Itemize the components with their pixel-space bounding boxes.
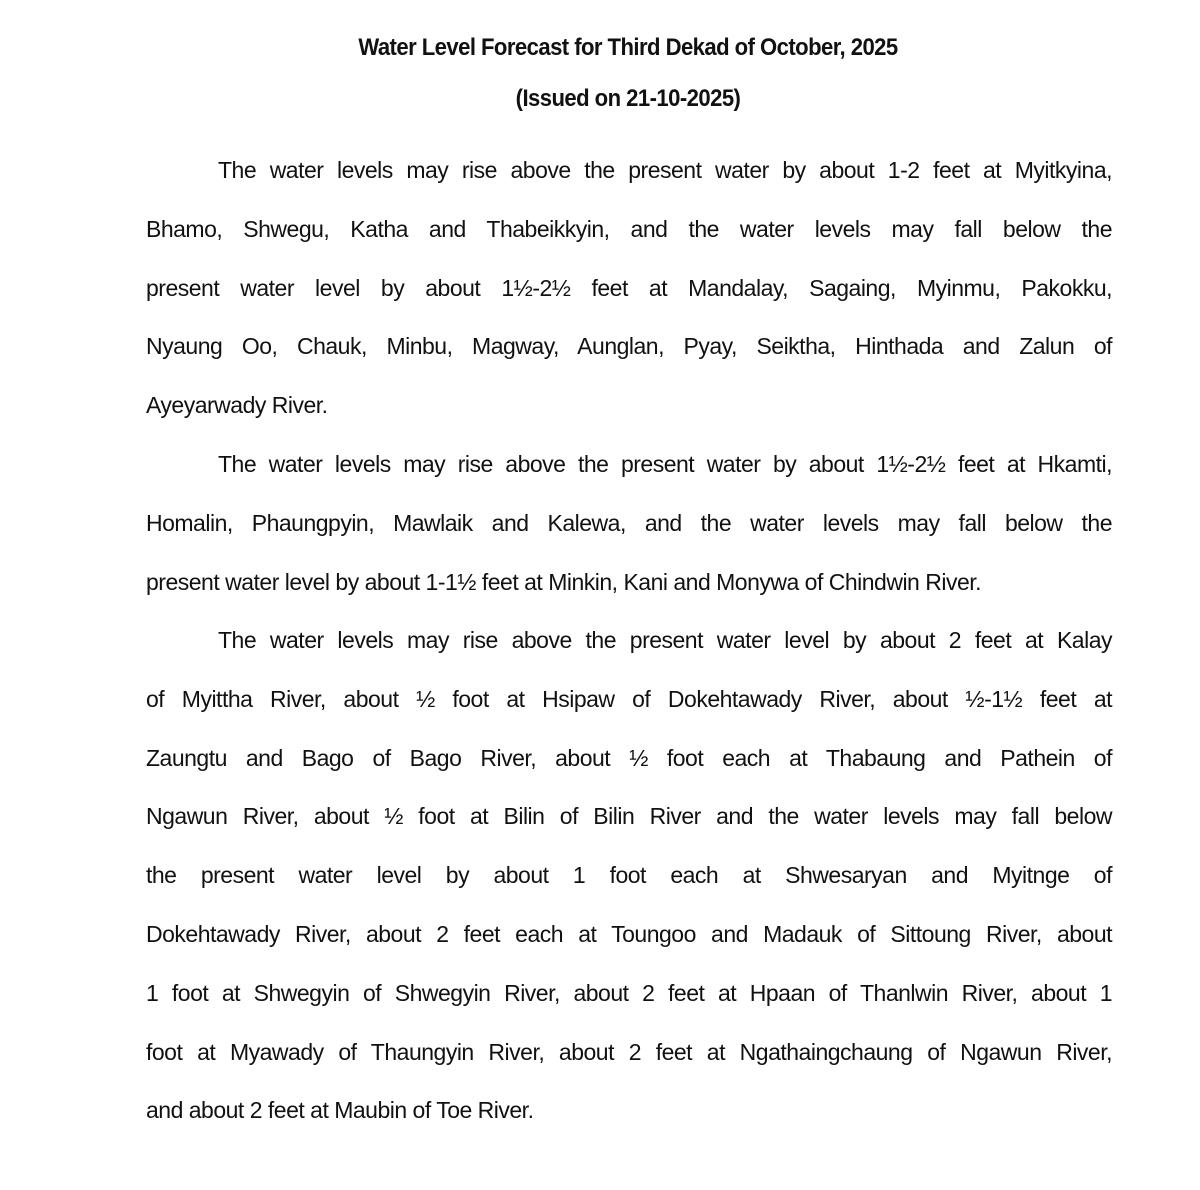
paragraph-line: and about 2 feet at Maubin of Toe River. (146, 1097, 534, 1124)
paragraph-other-rivers (146, 628, 1112, 1157)
paragraph-line: The water levels may rise above the present water level by about 2 feet at Kalay (218, 627, 1112, 653)
paragraph-line: Bhamo, Shwegu, Katha and Thabeikkyin, and the water levels may fall below the (146, 215, 1112, 242)
paragraph-line: the present water level by about 1 foot each at Shwesaryan and Myitnge of (146, 862, 1112, 889)
paragraph-line: Zaungtu and Bago of Bago River, about ½ foot each at Thabaung and Pathein of (146, 744, 1112, 771)
paragraph-line: Homalin, Phaungpyin, Mawlaik and Kalewa, and the water levels may fall below the (146, 509, 1112, 536)
paragraph-line: of Myittha River, about ½ foot at Hsipaw of Dokehtawady River, about ½-1½ feet at (146, 685, 1112, 712)
paragraph-line: present water level by about 1-1½ feet at Minkin, Kani and Monywa of Chindwin River. (146, 568, 982, 595)
paragraph-line: The water levels may rise above the present water by about 1-2 feet at Myitkyina, (218, 157, 1112, 183)
paragraph-ayeyarwady (146, 158, 1112, 452)
paragraph-line: Dokehtawady River, about 2 feet each at Toungoo and Madauk of Sittoung River, about (146, 920, 1112, 947)
paragraph-line: Nyaung Oo, Chauk, Minbu, Magway, Aunglan, Pyay, Seiktha, Hinthada and Zalun of (146, 333, 1112, 360)
paragraph-line: Ngawun River, about ½ foot at Bilin of Bilin River and the water levels may fall below (146, 803, 1112, 830)
paragraph-line: 1 foot at Shwegyin of Shwegyin River, about 2 feet at Hpaan of Thanlwin River, about 1 (146, 979, 1112, 1006)
paragraph-chindwin (146, 452, 1112, 628)
paragraph-line: Ayeyarwady River. (146, 392, 328, 419)
paragraph-line: The water levels may rise above the present water by about 1½-2½ feet at Hkamti, (218, 451, 1112, 477)
paragraph-line: present water level by about 1½-2½ feet at Mandalay, Sagaing, Myinmu, Pakokku, (146, 274, 1112, 301)
document-issued-date: (Issued on 21-10-2025) (515, 85, 741, 112)
document-title: Water Level Forecast for Third Dekad of October, 2025 (358, 34, 898, 61)
paragraph-line: foot at Myawady of Thaungyin River, about 2 feet at Ngathaingchaung of Ngawun River, (146, 1038, 1112, 1065)
